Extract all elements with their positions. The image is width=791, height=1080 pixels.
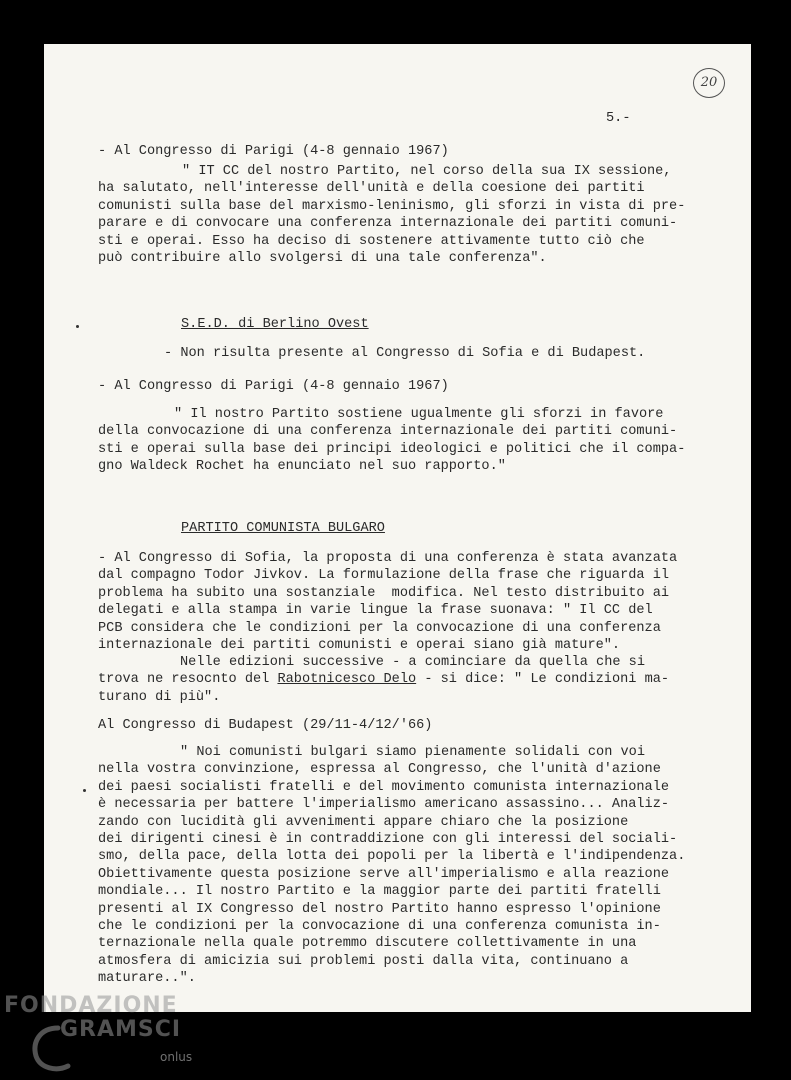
pcb-editions-line-2-before: trova ne resocnto del [98, 672, 278, 688]
sed-quote-line: della convocazione di una conferenza internazionale dei partiti comuni- [98, 424, 678, 440]
pcb-sofia-line: delegati e alla stampa in varie lingue la frase suonava: " Il CC del [98, 603, 653, 619]
archive-number-stamp: 20 [693, 68, 725, 98]
sed-quote-line: gno Waldeck Rochet ha enunciato nel suo rapporto." [98, 459, 506, 475]
budapest-quote-line: Obiettivamente questa posizione serve all'imperialismo e alla reazione [98, 866, 670, 882]
sed-quote-line: " Il nostro Partito sostiene ugualmente gli sforzi in favore [174, 407, 664, 422]
budapest-quote-line: è necessaria per battere l'imperialismo americano assassino... Analiz- [98, 797, 670, 813]
watermark-line-2: GRAMSCI [60, 1017, 182, 1042]
budapest-quote-line: che le condizioni per la convocazione di una conferenza comunista in- [98, 919, 661, 935]
pcb-sofia-line: - Al Congresso di Sofia, la proposta di una conferenza è stata avanzata [98, 551, 678, 566]
sed-quote-line: sti e operai sulla base dei principi ideologici e politici che il compa- [98, 441, 686, 457]
sed-heading: S.E.D. di Berlino Ovest [181, 317, 369, 332]
watermark-swirl-icon [28, 1022, 88, 1076]
sed-note: - Non risulta presente al Congresso di Sofia e di Budapest. [164, 346, 646, 361]
pcb-sofia-line: PCB considera che le condizioni per la convocazione di una conferenza [98, 620, 661, 636]
pcb-editions-line-2 [98, 671, 669, 688]
pcb-sofia [98, 550, 677, 654]
watermark-line-1: FONDAZIONE [4, 993, 178, 1018]
paris-quote-line: ha salutato, nell'interesse dell'unità e della coesione dei partiti [98, 181, 645, 197]
pcb-sofia-line: internazionale dei partiti comunisti e operai siano già mature". [98, 638, 621, 654]
budapest-quote-line: " Noi comunisti bulgari siamo pienamente solidali con voi [180, 745, 645, 760]
watermark-onlus: onlus [160, 1050, 193, 1064]
page-number: 5.- [606, 111, 631, 126]
pcb-editions-line-1: Nelle edizioni successive - a cominciare da quella che si [180, 655, 645, 670]
paris-intro: - Al Congresso di Parigi (4-8 gennaio 1967) [98, 144, 449, 159]
budapest-quote-line: atmosfera di amicizia sui problemi posti dalla vita, continuano a [98, 953, 629, 969]
rabotnicesco-delo-title: Rabotnicesco Delo [277, 672, 417, 688]
punch-mark [76, 325, 79, 328]
pcb-sofia-line: problema ha subito una sostanziale modifica. Nel testo distribuito ai [98, 585, 670, 601]
budapest-quote-line: maturare..". [98, 971, 196, 987]
paris-quote-line: sti e operai. Esso ha deciso di sostenere attivamente tutto ciò che [98, 233, 645, 249]
budapest-quote-line: nella vostra convinzione, espressa al Congresso, che l'unità d'azione [98, 762, 661, 778]
budapest-quote-line: presenti al IX Congresso del nostro Partito hanno espresso l'opinione [98, 901, 661, 917]
budapest-quote-line: ternazionale nella quale potremmo discutere collettivamente in una [98, 936, 637, 952]
budapest-quote-line: zando con lucidità gli avvenimenti appare chiaro che la posizione [98, 814, 629, 830]
pcb-heading: PARTITO COMUNISTA BULGARO [181, 521, 385, 536]
budapest-quote-line: dei paesi socialisti fratelli e del movimento comunista internazionale [98, 779, 670, 795]
pcb-editions-line-3: turano di più". [98, 689, 221, 705]
pcb-sofia-line: dal compagno Todor Jivkov. La formulazione della frase che riguarda il [98, 568, 670, 584]
paris-quote-line: può contribuire allo svolgersi di una tale conferenza". [98, 251, 547, 267]
punch-mark [83, 789, 86, 792]
paris-quote-line: parare e di convocare una conferenza internazionale dei partiti comuni- [98, 216, 678, 232]
budapest-quote-line: smo, della pace, della lotta dei popoli per la libertà e l'indipendenza. [98, 849, 686, 865]
budapest-quote-line: dei dirigenti cinesi è in contraddizione con gli interessi del sociali- [98, 832, 678, 848]
sed-paris-intro: - Al Congresso di Parigi (4-8 gennaio 1967) [98, 379, 449, 394]
budapest-intro: Al Congresso di Budapest (29/11-4/12/'66) [98, 718, 433, 733]
paris-quote-line: " IT CC del nostro Partito, nel corso della sua IX sessione, [182, 164, 672, 179]
pcb-editions [98, 654, 669, 706]
budapest-quote-line: mondiale... Il nostro Partito e la maggior parte dei partiti fratelli [98, 884, 661, 900]
paris-quote-line: comunisti sulla base del marxismo-leninismo, gli sforzi in vista di pre- [98, 198, 686, 214]
sed-paris-quote [98, 406, 685, 476]
budapest-quote [98, 744, 685, 988]
paris-quote [98, 163, 685, 267]
pcb-editions-line-2-after: - si dice: " Le condizioni ma- [416, 672, 670, 688]
